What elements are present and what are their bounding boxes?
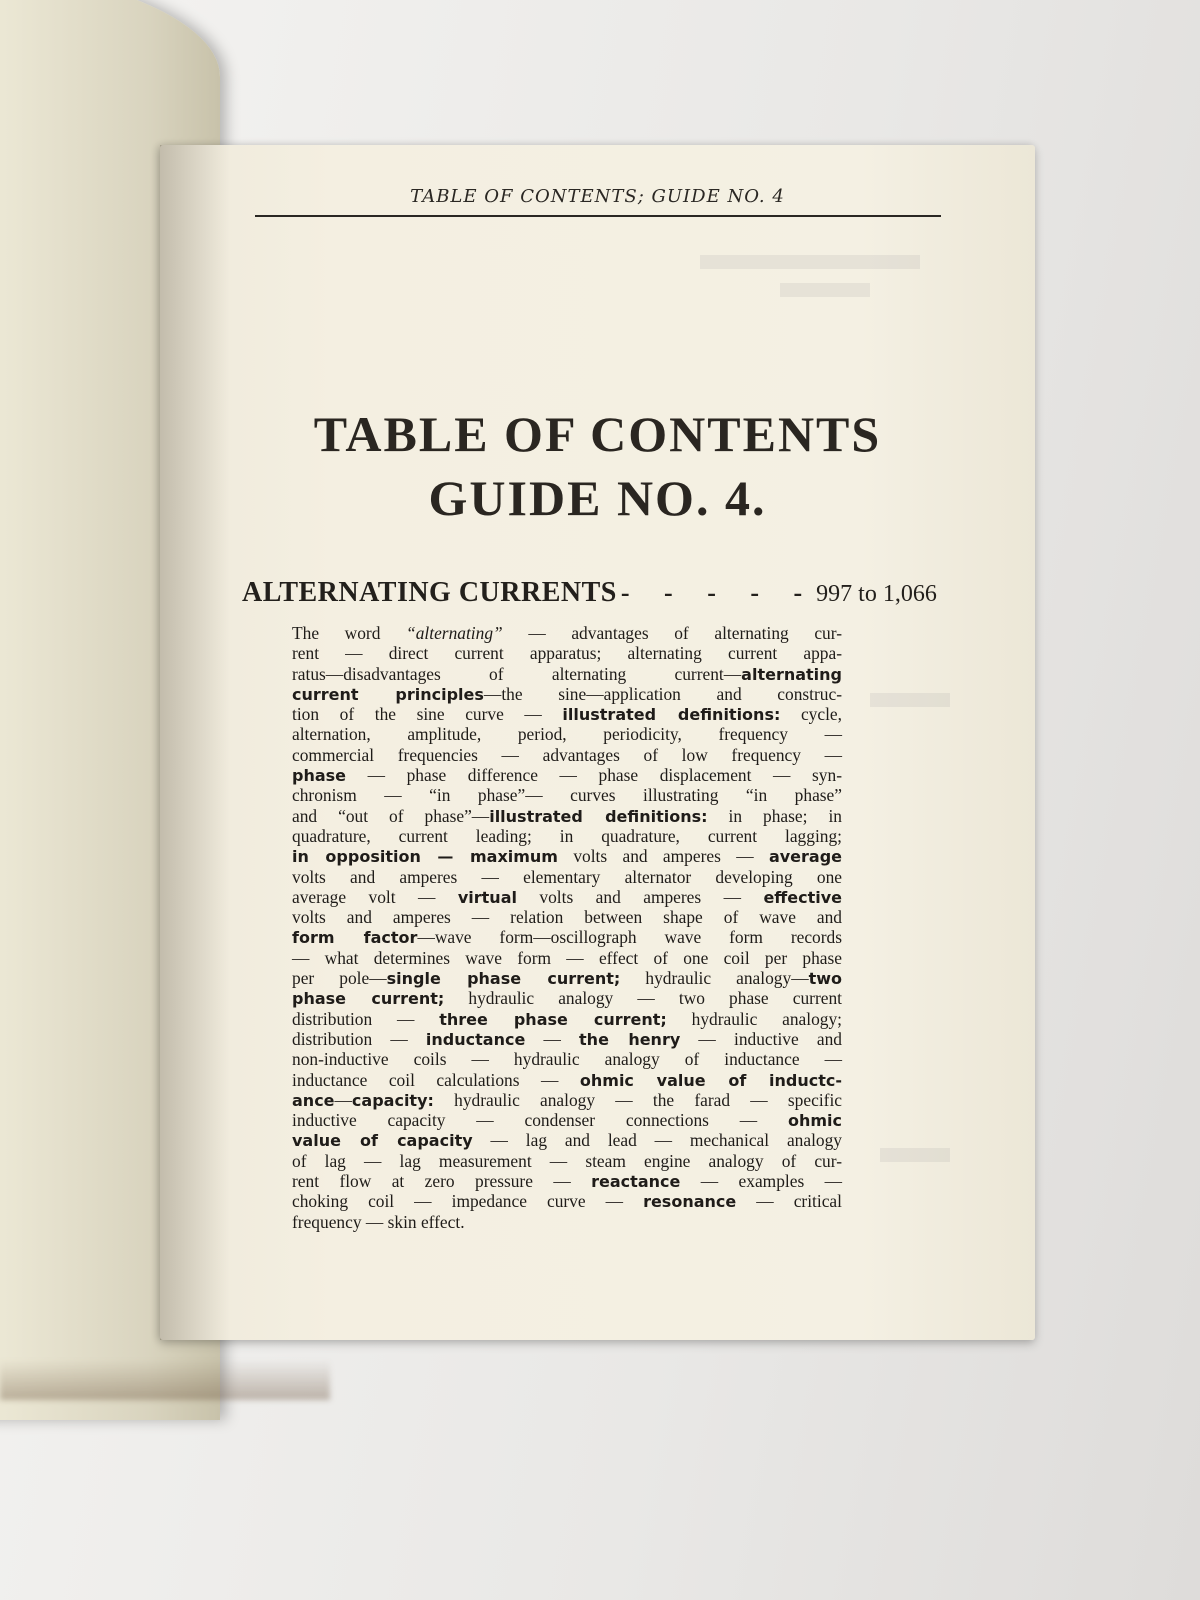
line-text: — <box>525 1028 580 1049</box>
section-name: ALTERNATING CURRENTS <box>242 577 617 608</box>
description-line <box>292 724 842 744</box>
description-line <box>292 643 842 663</box>
line-text: commercial frequencies — advantages of low frequency — <box>292 744 842 765</box>
line-text: rent — direct current apparatus; alternating current appa- <box>292 643 842 664</box>
line-text: rent flow at zero pressure — <box>292 1171 592 1192</box>
bold-term: virtual <box>457 887 517 907</box>
description-line <box>292 806 842 826</box>
line-text: per pole— <box>292 968 387 989</box>
bold-term: value of capacity <box>292 1131 473 1151</box>
show-through-2 <box>780 283 870 297</box>
bold-term: single phase current; <box>386 969 621 989</box>
line-text: ratus—disadvantages of alternating current— <box>292 663 742 684</box>
bold-term: effective <box>763 887 843 907</box>
description-line <box>292 988 842 1008</box>
line-text: volts and amperes — elementary alternator developing one <box>292 866 842 887</box>
line-text: frequency — skin effect. <box>292 1211 465 1232</box>
page-title-line-2: GUIDE NO. 4. <box>428 470 767 526</box>
description-line <box>292 664 842 684</box>
description-line <box>292 623 842 643</box>
line-text: average volt — <box>292 886 458 907</box>
bold-term: current principles <box>292 684 484 704</box>
bold-term: ohmic value of inductc- <box>579 1070 842 1090</box>
bold-term: phase <box>292 766 347 786</box>
running-head: TABLE OF CONTENTS; GUIDE NO. 4 <box>410 186 785 207</box>
description-line <box>292 704 842 724</box>
line-text: hydraulic analogy; <box>666 1008 842 1029</box>
description-line <box>292 1110 842 1130</box>
description-line <box>292 907 842 927</box>
bold-term: form factor <box>292 928 418 948</box>
description-line <box>292 826 842 846</box>
spine-shadow <box>160 145 230 1340</box>
description-line <box>292 968 842 988</box>
description-line <box>292 785 842 805</box>
line-text: volts and amperes — <box>516 886 764 907</box>
line-text: — inductive and <box>680 1028 842 1049</box>
line-text: — critical <box>736 1191 842 1212</box>
description-line <box>292 1029 842 1049</box>
line-text: inductive capacity — condenser connections — <box>292 1110 788 1131</box>
description-line <box>292 1130 842 1150</box>
bold-term: average <box>768 847 843 867</box>
description-line <box>292 948 842 968</box>
line-text: distribution — <box>292 1028 426 1049</box>
line-text: — examples — <box>680 1171 843 1192</box>
bold-term: two <box>808 969 843 989</box>
section-leader: - - - - - <box>620 578 817 607</box>
line-text: alternation, amplitude, period, periodicity, frequency — <box>292 724 842 745</box>
description-line <box>292 846 842 866</box>
line-text: volts and amperes — relation between shape of wave and <box>292 907 842 928</box>
line-text: — lag and lead — mechanical analogy <box>472 1130 843 1151</box>
show-through-4 <box>880 1148 950 1162</box>
line-text: tion of the sine curve — <box>292 704 563 725</box>
section-description <box>292 623 842 1232</box>
show-through-3 <box>870 693 950 707</box>
bold-term: alternating <box>741 664 842 684</box>
left-page-shadow <box>0 1360 330 1400</box>
line-text: — advantages of alternating cur- <box>502 623 842 643</box>
bold-term: ance <box>292 1090 335 1110</box>
line-text: inductance coil calculations — <box>292 1069 580 1090</box>
description-line <box>292 1171 842 1191</box>
line-text: —the sine—application and construc- <box>483 683 842 704</box>
bold-term: the henry <box>579 1029 681 1049</box>
description-line <box>292 1009 842 1029</box>
description-line <box>292 867 842 887</box>
description-line <box>292 1191 842 1211</box>
bold-term: illustrated definitions: <box>489 806 708 826</box>
bold-term: ohmic <box>787 1111 842 1131</box>
bold-term: reactance <box>591 1172 681 1192</box>
bold-term: phase current; <box>292 989 445 1009</box>
description-line <box>292 1090 842 1110</box>
description-line <box>292 927 842 947</box>
line-text: of lag — lag measurement — steam engine analogy of cur- <box>292 1150 842 1171</box>
line-text: chronism — “in phase”— curves illustrating “in phase” <box>292 785 842 806</box>
description-line <box>292 1070 842 1090</box>
description-line <box>292 684 842 704</box>
bold-term: maximum <box>469 847 558 867</box>
description-line <box>292 1151 842 1171</box>
bold-term: resonance <box>643 1192 737 1212</box>
show-through-1 <box>700 255 920 269</box>
bold-term: in opposition — <box>292 847 470 867</box>
line-text: —wave form—oscillograph wave form records <box>417 927 843 948</box>
line-text: cycle, <box>780 704 842 725</box>
running-head-rule <box>255 215 941 217</box>
section-heading <box>242 577 962 609</box>
line-text: — what determines wave form — effect of one coil per phase <box>292 947 842 968</box>
bold-term: illustrated definitions: <box>562 705 781 725</box>
description-line <box>292 1049 842 1069</box>
description-line <box>292 1212 842 1232</box>
line-text: volts and amperes — <box>557 846 769 867</box>
line-text: — phase difference — phase displacement — syn- <box>346 765 842 786</box>
line-text: — <box>334 1089 352 1110</box>
italic-term: “alternating” <box>406 623 503 643</box>
line-text: hydraulic analogy — the farad — specific <box>433 1089 842 1110</box>
line-text: and “out of phase”— <box>292 805 490 826</box>
line-text: distribution — <box>292 1008 440 1029</box>
section-pages: 997 to 1,066 <box>816 581 937 607</box>
bold-term: three phase current; <box>439 1009 667 1029</box>
line-text: in phase; in <box>707 805 842 826</box>
description-line <box>292 765 842 785</box>
bold-term: inductance <box>425 1029 526 1049</box>
line-text: non-inductive coils — hydraulic analogy of inductance — <box>292 1049 842 1070</box>
page-title <box>250 402 945 530</box>
line-text: hydraulic analogy— <box>620 968 809 989</box>
line-text: quadrature, current leading; in quadrature, current lagging; <box>292 825 842 846</box>
page-title-line-1: TABLE OF CONTENTS <box>313 406 882 462</box>
description-line <box>292 887 842 907</box>
line-text: hydraulic analogy — two phase current <box>444 988 843 1009</box>
line-text: The word <box>292 623 407 643</box>
description-line <box>292 745 842 765</box>
bold-term: capacity: <box>351 1090 434 1110</box>
line-text: choking coil — impedance curve — <box>292 1191 644 1212</box>
